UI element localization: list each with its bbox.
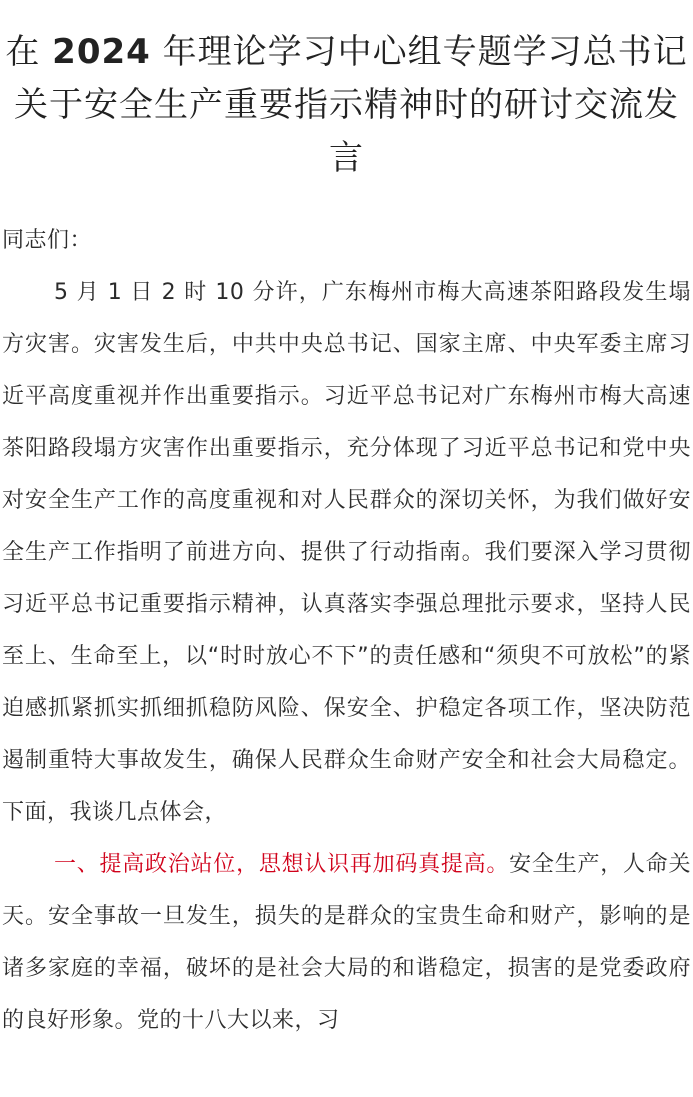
document-body <box>0 215 693 1047</box>
salutation: 同志们： <box>2 228 93 253</box>
section-heading-1: 一、提高政治站位，思想认识再加码真提高。 <box>54 852 510 877</box>
paragraph-1: 5 月 1 日 2 时 10 分许，广东梅州市梅大高速茶阳路段发生塌方灾害。灾害发生后，中共中央总书记、国家主席、中央军委主席习近平高度重视并作出重要指示。习近平总书记对广东梅州市梅大高速茶阳路段塌方灾害作出重要指示，充分体现了习近平总书记和党中央对安全生产工作的高度重视和对人民群众的深切关怀，为我们做好安全生产工作指明了前进方向、提供了行动指南。我们要深入学习贯彻习近平总书记重要指示精神，认真落实李强总理批示要求，坚持人民至上、生命至上，以“时时放心不下”的责任感和“须臾不可放松”的紧迫感抓紧抓实抓细抓稳防风险、保安全、护稳定各项工作，坚决防范遏制重特大事故发生，确保人民群众生命财产安全和社会大局稳定。下面，我谈几点体会， <box>2 280 691 825</box>
title-prefix: 在 <box>5 32 53 72</box>
title-suffix: 年理论学习中心组专题学习总书记关于安全生产重要指示精神时的研讨交流发言 <box>14 32 688 178</box>
paragraph-2 <box>2 839 691 1047</box>
paragraph-2-body: 安全生产，人命关天。安全事故一旦发生，损失的是群众的宝贵生命和财产，影响的是诸多家庭的幸福，破坏的是社会大局的和谐稳定，损害的是党委政府的良好形象。党的十八大以来，习 <box>2 852 691 1033</box>
title-year: 2024 <box>52 32 151 72</box>
document-title <box>0 0 693 185</box>
